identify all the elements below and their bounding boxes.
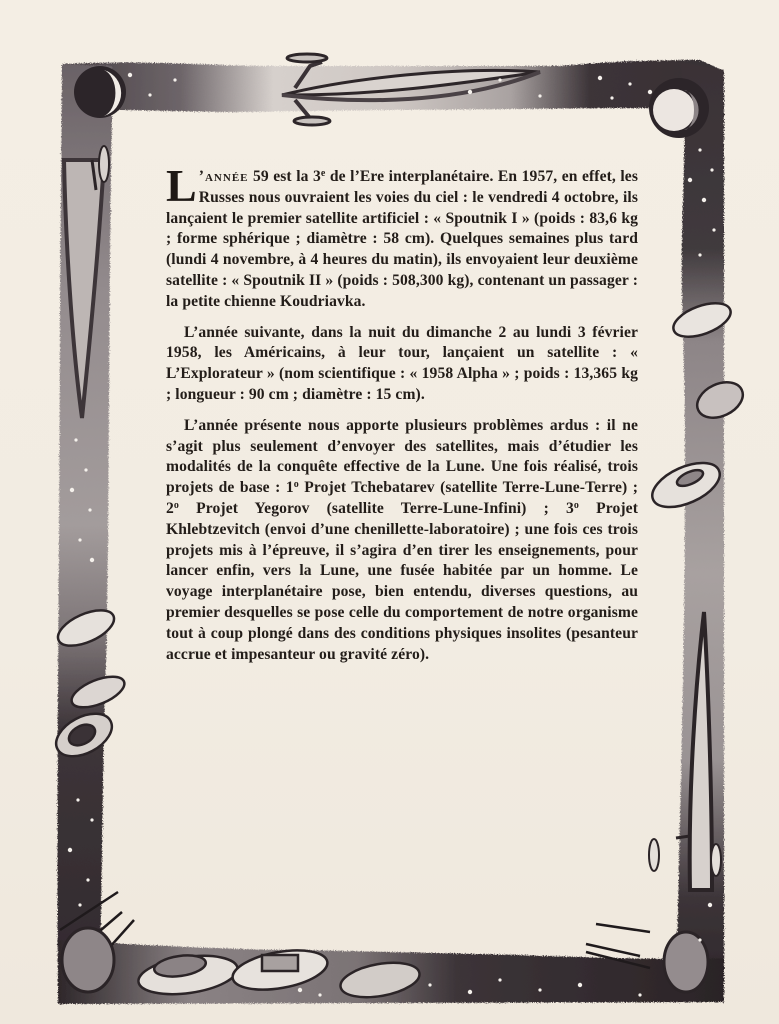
- star-dot: [148, 93, 151, 96]
- star-dot: [538, 94, 541, 97]
- article-text: [166, 160, 638, 665]
- star-dot: [68, 848, 72, 852]
- star-dot: [298, 988, 302, 992]
- moon-top-left-icon: [74, 66, 126, 118]
- star-dot: [70, 488, 74, 492]
- star-dot: [468, 90, 472, 94]
- star-dot: [86, 878, 89, 881]
- star-dot: [428, 983, 431, 986]
- star-dot: [173, 78, 176, 81]
- star-dot: [538, 988, 541, 991]
- star-dot: [74, 438, 77, 441]
- flying-saucer-icons-right: [646, 297, 749, 517]
- star-dot: [598, 76, 602, 80]
- star-dot: [708, 903, 712, 907]
- star-dot: [628, 82, 631, 85]
- star-dot: [702, 198, 706, 202]
- star-dot: [698, 148, 701, 151]
- superscript: o: [293, 479, 299, 491]
- superscript: o: [173, 499, 180, 511]
- star-dot: [498, 978, 501, 981]
- paragraph: L’année suivante, dans la nuit du dimanche 2 au lundi 3 février 1958, les Américains, à leur tour, lançaient un satellite : « L’Explorateur » (nom scientifique : « 1958 Alpha » ; poids : 13,365 kg ; longueur : 90 cm ; diamètre : 15 cm).: [166, 323, 638, 403]
- star-dot: [712, 228, 715, 231]
- paragraph: L ’année 59 est la 3e de l’Ere interplanétaire. En 1957, en effet, les Russes nous ouvraient les voies du ciel : le vendredi 4 octobre, ils lançaient le premier satellite artificiel : « Spoutnik I » (poids : 83,6 kg ; forme sphérique ; diamètre : 58 cm). Quelques semaines plus tard (lundi 4 novembre, à 4 heures du matin), ils envoyaient leur deuxième satellite : « Spoutnik II » (poids : 508,300 kg), contenant un passager : la petite chienne Koudriavka.: [166, 160, 638, 310]
- drop-cap: L: [166, 160, 197, 211]
- star-dot: [90, 818, 93, 821]
- star-dot: [90, 558, 94, 562]
- star-dot: [88, 508, 91, 511]
- star-dot: [84, 468, 87, 471]
- star-dot: [76, 798, 79, 801]
- star-dot: [318, 993, 321, 996]
- star-dot: [78, 903, 81, 906]
- star-dot: [128, 73, 132, 77]
- star-dot: [610, 96, 613, 99]
- moon-top-right-icon: [649, 78, 709, 138]
- star-dot: [578, 983, 582, 987]
- star-dot: [698, 938, 701, 941]
- star-dot: [468, 990, 472, 994]
- star-dot: [498, 78, 501, 81]
- superscript: e: [320, 168, 326, 179]
- planet-bottom-right-icon: [664, 932, 708, 992]
- star-dot: [710, 168, 713, 171]
- paragraph: L’année présente nous apporte plusieurs problèmes ardus : il ne s’agit plus seulement d’envoyer des satellites, mais d’étudier les modalités de la conquête effective de la Lune. Une fois réalisé, trois projets de base : 1$^o$ Projet Tchebatarev (satellite Terre-Lune-Terre) ; 2$^o$ Projet Yegorov (satellite Terre-Lune-Infini) ; 3$^o$ Projet Khlebtzevitch (envoi d’une chenillette-laboratoire) ; une fois ces trois projets mis à l’épreuve, il s’agira d’en tirer les enseignements, pour lancer enfin, vers la Lune, une fusée habitée par un homme. Le voyage interplanétaire pose, bien entendu, diverses questions, au premier desquelles se pose celle du comportement de notre organisme tout à coup plongé dans des conditions physiques insolites (pesanteur accrue et impesanteur ou gravité zéro).: [166, 416, 638, 663]
- planet-bottom-left-icon: [62, 928, 114, 992]
- star-dot: [78, 538, 81, 541]
- star-dot: [688, 178, 692, 182]
- superscript: o: [573, 499, 579, 511]
- lead-smallcaps: ’année: [198, 168, 249, 185]
- star-dot: [648, 90, 652, 94]
- star-dot: [638, 993, 641, 996]
- star-dot: [698, 253, 701, 256]
